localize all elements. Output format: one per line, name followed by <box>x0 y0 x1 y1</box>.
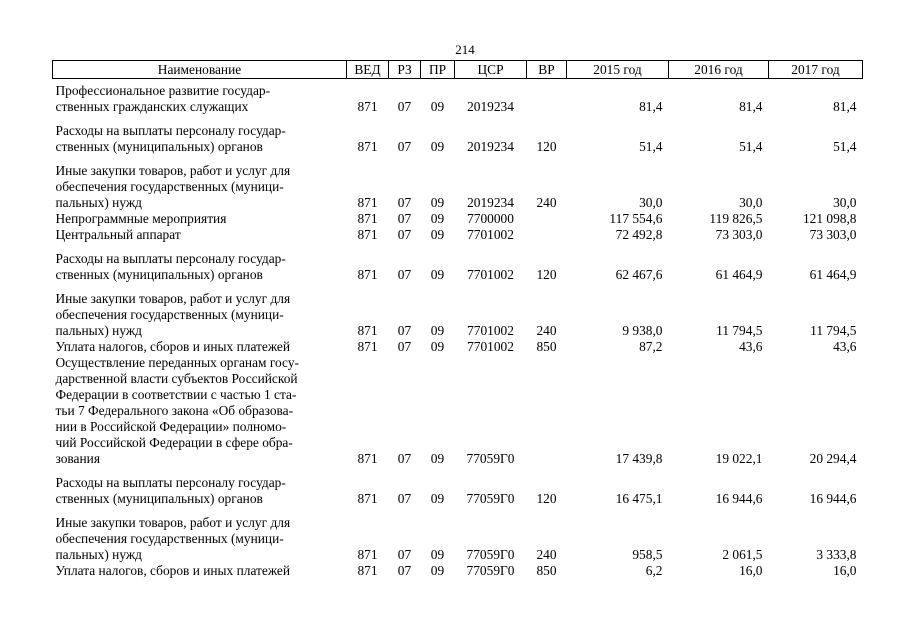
row-vr: 850 <box>536 339 557 354</box>
row-name: Иные закупки товаров, работ и услуг для обеспечения государственных (муници- пальных) нужд <box>55 163 291 210</box>
table-row <box>53 507 863 563</box>
row-name: Центральный аппарат <box>55 227 181 242</box>
row-pr: 09 <box>430 267 445 282</box>
row-rz: 07 <box>397 211 412 226</box>
row-vr: 120 <box>536 139 557 154</box>
row-2017: 51,4 <box>833 139 857 154</box>
row-ved: 871 <box>357 195 378 210</box>
header-rz: РЗ <box>389 61 421 79</box>
row-rz: 07 <box>397 451 412 466</box>
row-name: Расходы на выплаты персоналу государ- ственных (муниципальных) органов <box>55 251 286 282</box>
table-row <box>53 355 863 467</box>
row-2015: 87,2 <box>639 339 663 354</box>
table-row <box>53 115 863 155</box>
header-2017: 2017 год <box>769 61 863 79</box>
row-2017: 73 303,0 <box>809 227 857 242</box>
table-row <box>53 339 863 355</box>
budget-table <box>52 60 863 579</box>
row-2016: 19 022,1 <box>715 451 763 466</box>
row-2015: 72 492,8 <box>615 227 663 242</box>
row-pr: 09 <box>430 227 445 242</box>
row-ved: 871 <box>357 267 378 282</box>
row-vr: 850 <box>536 563 557 578</box>
row-rz: 07 <box>397 547 412 562</box>
row-pr: 09 <box>430 547 445 562</box>
row-2016: 81,4 <box>739 99 763 114</box>
row-ved: 871 <box>357 451 378 466</box>
row-ved: 871 <box>357 563 378 578</box>
row-vr <box>527 227 567 243</box>
row-csr: 7701002 <box>467 267 514 282</box>
row-2017: 3 333,8 <box>816 547 857 562</box>
row-2017: 16,0 <box>833 563 857 578</box>
row-pr: 09 <box>430 195 445 210</box>
row-csr: 7701002 <box>467 323 514 338</box>
table-row <box>53 211 863 227</box>
row-ved: 871 <box>357 227 378 242</box>
row-2017: 20 294,4 <box>809 451 857 466</box>
table-row <box>53 283 863 339</box>
row-2015: 30,0 <box>639 195 663 210</box>
row-csr: 77059Г0 <box>466 451 515 466</box>
row-name: Профессиональное развитие государ- ственных гражданских служащих <box>55 83 271 114</box>
row-vr: 240 <box>536 547 557 562</box>
row-csr: 2019234 <box>467 195 514 210</box>
row-pr: 09 <box>430 339 445 354</box>
row-pr: 09 <box>430 563 445 578</box>
header-2015: 2015 год <box>567 61 669 79</box>
row-vr: 120 <box>536 267 557 282</box>
row-vr: 240 <box>536 323 557 338</box>
row-rz: 07 <box>397 339 412 354</box>
row-rz: 07 <box>397 139 412 154</box>
row-vr <box>527 355 567 467</box>
row-rz: 07 <box>397 323 412 338</box>
row-ved: 871 <box>357 491 378 506</box>
row-rz: 07 <box>397 195 412 210</box>
row-name: Осуществление переданных органам госу- дарственной власти субъектов Российской Федерации в соответствии с частью 1 ста- тьи 7 Федерального закона «Об образова- нии в Российской Федерации» полномо- чий Российской Федерации в сфере обра- зования <box>55 355 299 466</box>
row-name: Иные закупки товаров, работ и услуг для обеспечения государственных (муници- пальных) нужд <box>55 291 291 338</box>
header-pr: ПР <box>421 61 455 79</box>
row-2016: 2 061,5 <box>722 547 763 562</box>
page-number: 214 <box>455 42 475 57</box>
row-2015: 51,4 <box>639 139 663 154</box>
row-vr <box>527 211 567 227</box>
header-csr: ЦСР <box>455 61 527 79</box>
row-rz: 07 <box>397 267 412 282</box>
table-row <box>53 563 863 579</box>
row-2016: 73 303,0 <box>715 227 763 242</box>
row-2015: 16 475,1 <box>615 491 663 506</box>
row-2017: 11 794,5 <box>810 323 857 338</box>
row-csr: 7701002 <box>467 339 514 354</box>
row-2016: 16 944,6 <box>715 491 763 506</box>
row-ved: 871 <box>357 139 378 154</box>
row-2017: 16 944,6 <box>809 491 857 506</box>
row-rz: 07 <box>397 563 412 578</box>
row-csr: 77059Г0 <box>466 491 515 506</box>
table-row <box>53 243 863 283</box>
row-2017: 30,0 <box>833 195 857 210</box>
row-2016: 51,4 <box>739 139 763 154</box>
row-pr: 09 <box>430 323 445 338</box>
row-ved: 871 <box>357 547 378 562</box>
row-rz: 07 <box>397 99 412 114</box>
row-2016: 119 826,5 <box>709 211 763 226</box>
row-csr: 2019234 <box>467 99 514 114</box>
row-ved: 871 <box>357 99 378 114</box>
row-pr: 09 <box>430 451 445 466</box>
row-csr: 7701002 <box>467 227 514 242</box>
row-name: Непрограммные мероприятия <box>55 211 227 226</box>
table-row <box>53 155 863 211</box>
row-csr: 77059Г0 <box>466 547 515 562</box>
row-name: Уплата налогов, сборов и иных платежей <box>55 339 291 354</box>
header-2016: 2016 год <box>669 61 769 79</box>
row-pr: 09 <box>430 139 445 154</box>
row-ved: 871 <box>357 211 378 226</box>
row-pr: 09 <box>430 491 445 506</box>
row-vr: 240 <box>536 195 557 210</box>
row-rz: 07 <box>397 227 412 242</box>
row-ved: 871 <box>357 323 378 338</box>
row-vr <box>527 79 567 116</box>
header-name: Наименование <box>53 61 347 79</box>
table-row <box>53 467 863 507</box>
row-2015: 81,4 <box>639 99 663 114</box>
row-pr: 09 <box>430 211 445 226</box>
table-row <box>53 227 863 243</box>
row-csr: 77059Г0 <box>466 563 515 578</box>
table-row <box>53 79 863 116</box>
row-ved: 871 <box>357 339 378 354</box>
row-2017: 43,6 <box>833 339 857 354</box>
row-vr: 120 <box>536 491 557 506</box>
row-pr: 09 <box>430 99 445 114</box>
row-2015: 17 439,8 <box>615 451 663 466</box>
header-row <box>53 61 863 79</box>
row-2016: 30,0 <box>739 195 763 210</box>
row-2017: 61 464,9 <box>809 267 857 282</box>
header-vr: ВР <box>527 61 567 79</box>
row-2016: 61 464,9 <box>715 267 763 282</box>
row-2016: 16,0 <box>739 563 763 578</box>
row-name: Уплата налогов, сборов и иных платежей <box>55 563 291 578</box>
row-name: Расходы на выплаты персоналу государ- ственных (муниципальных) органов <box>55 475 286 506</box>
row-2015: 958,5 <box>632 547 663 562</box>
row-2017: 121 098,8 <box>802 211 857 226</box>
row-2016: 43,6 <box>739 339 763 354</box>
row-2015: 62 467,6 <box>615 267 663 282</box>
row-rz: 07 <box>397 491 412 506</box>
row-2015: 9 938,0 <box>622 323 663 338</box>
row-2016: 11 794,5 <box>716 323 763 338</box>
header-ved: ВЕД <box>347 61 389 79</box>
row-2017: 81,4 <box>833 99 857 114</box>
row-name: Иные закупки товаров, работ и услуг для обеспечения государственных (муници- пальных) нужд <box>55 515 291 562</box>
row-name: Расходы на выплаты персоналу государ- ственных (муниципальных) органов <box>55 123 286 154</box>
row-2015: 6,2 <box>645 563 663 578</box>
row-csr: 7700000 <box>467 211 514 226</box>
row-csr: 2019234 <box>467 139 514 154</box>
row-2015: 117 554,6 <box>609 211 663 226</box>
